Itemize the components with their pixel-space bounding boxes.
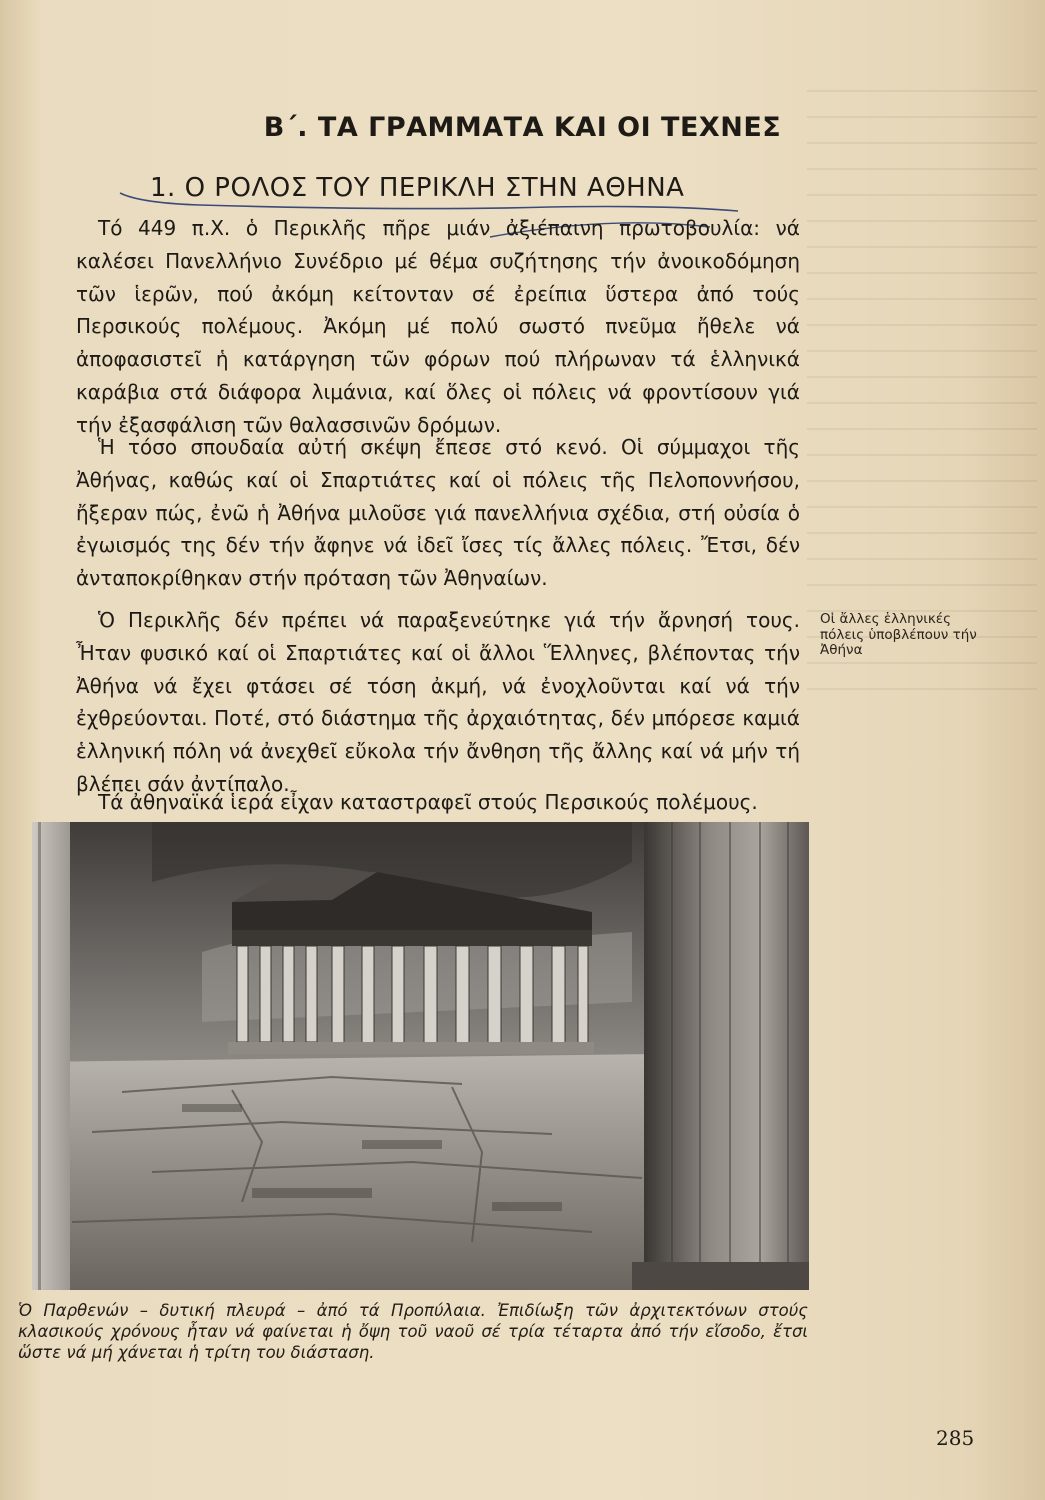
paragraph-2: Ἡ τόσο σπουδαία αὐτή σκέψη ἔπεσε στό κενό. Οἱ σύμμαχοι τῆς Ἀθήνας, καθώς καί οἱ Σπαρτιάτες καί οἱ πόλεις τῆς Πελοποννήσου, ἤξεραν πώς, ἐνῶ ἡ Ἀθήνα μιλοῦσε γιά πανελλήνια σχέδια, στή οὐσία ὁ ἐγωισμός της δέν τήν ἄφηνε νά ἰδεῖ ἴσες τίς ἄλλες πόλεις. Ἔτσι, δέν ἀνταποκρίθηκαν στήν πρόταση τῶν Ἀθηναίων. <box>76 435 800 591</box>
parthenon-photo <box>32 822 809 1290</box>
paragraph-1: Τό 449 π.Χ. ὁ Περικλῆς πῆρε μιάν ἀξιέπαινη πρωτοβουλία: νά καλέσει Πανελλήνιο Συνέδριο μέ θέμα συζήτησης τήν ἀνοικοδόμηση τῶν ἱερῶν, πού ἀκόμη κείτονταν σέ ἐρείπια ὕστερα ἀπό τούς Περσικούς πολέμους. Ἀκόμη μέ πολύ σωστό πνεῦμα ἤθελε νά ἀποφασιστεῖ ἡ κατάργηση τῶν φόρων πού πλήρωναν τά ἑλληνικά καράβια στά διάφορα λιμάνια, καί ὅλες οἱ πόλεις νά φροντίσουν γιά τήν ἐξασφάλιση τῶν θαλασσινῶν δρόμων. <box>76 216 800 437</box>
parthenon-illustration <box>32 822 809 1290</box>
page-number: 285 <box>936 1426 975 1450</box>
paragraph-4: Τά ἀθηναϊκά ἱερά εἶχαν καταστραφεῖ στούς Περσικούς πολέμους. <box>98 790 758 814</box>
photo-caption: Ὁ Παρθενών – δυτική πλευρά – ἀπό τά Προπύλαια. Ἐπιδίωξη τῶν ἀρχιτεκτόνων στούς κλασικούς χρόνους ἦταν νά φαίνεται ἡ ὄψη τοῦ ναοῦ σέ τρία τέταρτα ἀπό τήν εἴσοδο, ἔτσι ὥστε νά μή χάνεται ἡ τρίτη του διάσταση. <box>18 1301 808 1362</box>
chapter-title: 1. Ο ΡΟΛΟΣ ΤΟΥ ΠΕΡΙΚΛΗ ΣΤΗΝ ΑΘΗΝΑ <box>150 173 685 203</box>
section-title: Β΄. ΤΑ ΓΡΑΜΜΑΤΑ ΚΑΙ ΟΙ ΤΕΧΝΕΣ <box>263 112 782 143</box>
margin-note: Οἱ ἄλλες ἑλληνικές πόλεις ὑποβλέπουν τήν Ἀθήνα <box>820 611 977 658</box>
paragraph-3: Ὁ Περικλῆς δέν πρέπει νά παραξενεύτηκε γιά τήν ἄρνησή τους. Ἦταν φυσικό καί οἱ Σπαρτιάτες καί οἱ ἄλλοι Ἕλληνες, βλέποντας τήν Ἀθήνα νά ἔχει φτάσει σέ τόση ἀκμή, νά ἐνοχλοῦνται καί νά τήν ἐχθρεύονται. Ποτέ, στό διάστημα τῆς ἀρχαιότητας, δέν μπόρεσε καμιά ἑλληνική πόλη νά ἀνεχθεῖ εὔκολα τήν ἄνθηση τῆς ἄλλης καί νά μήν τή βλέπει σάν ἀντίπαλο. <box>76 608 800 796</box>
